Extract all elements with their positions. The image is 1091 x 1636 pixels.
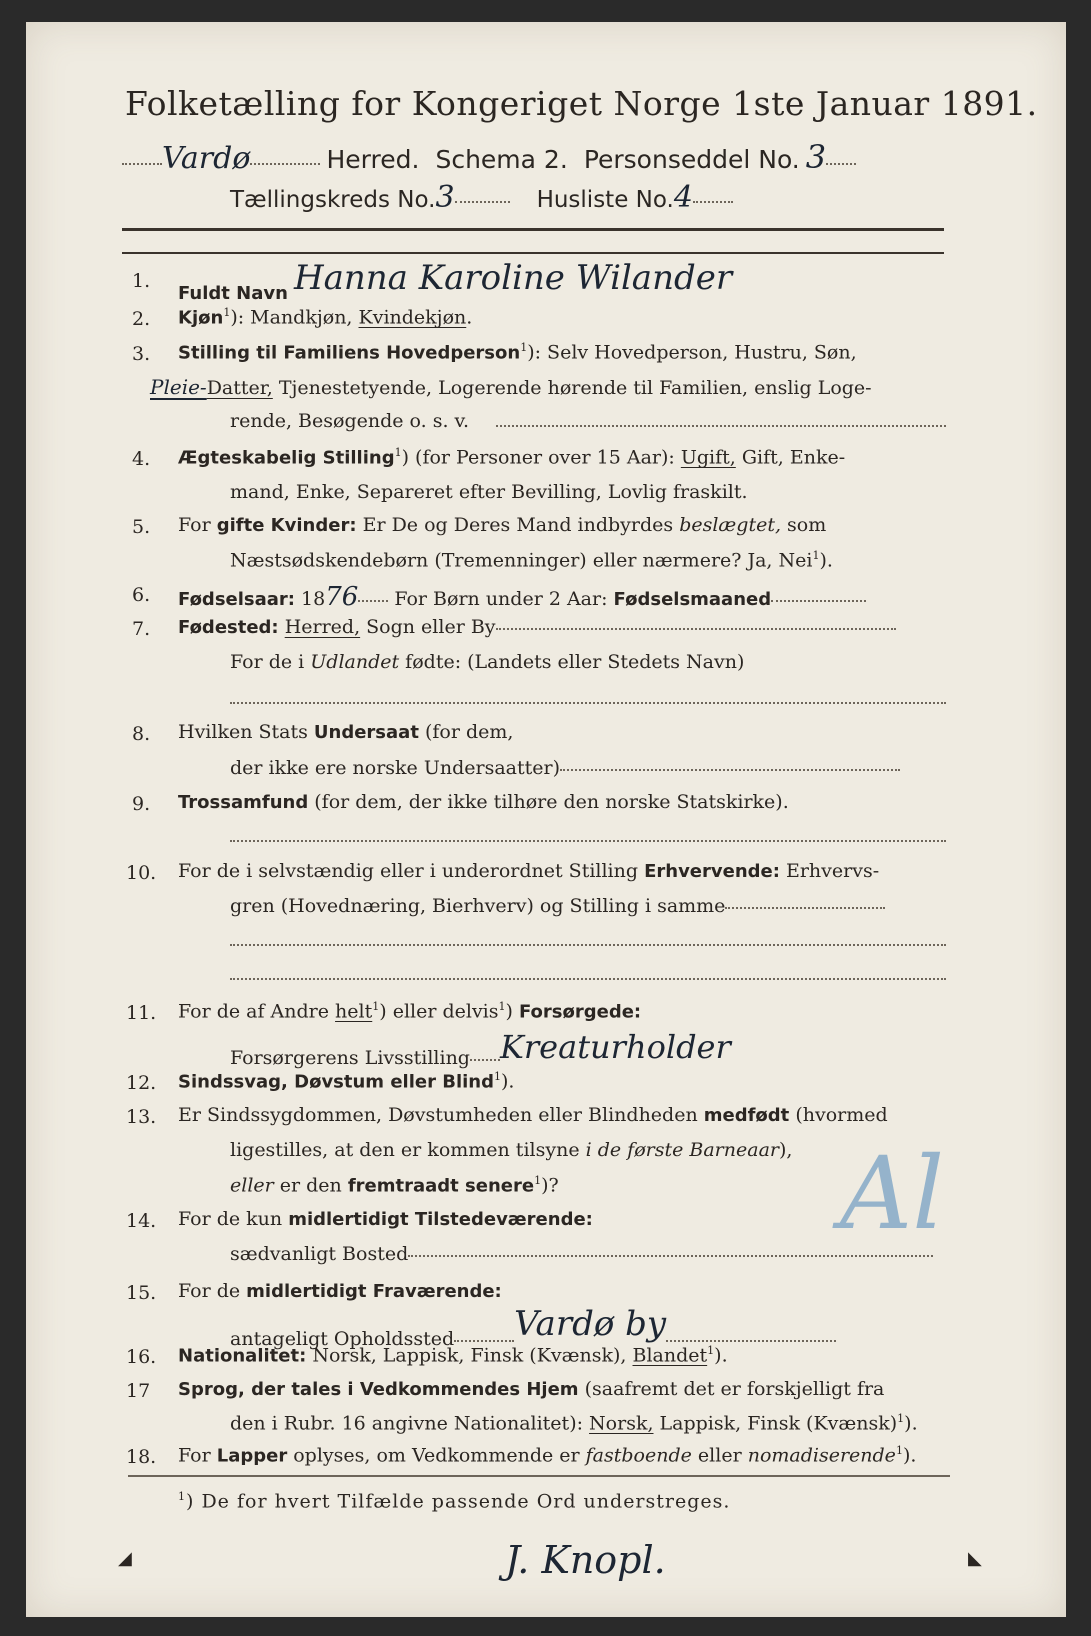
personseddel-value: 3 bbox=[805, 138, 827, 176]
footnote-mark: 1 bbox=[812, 549, 820, 562]
origin-text-a: Er Sindssygdommen, Døvstumheden eller Blindheden bbox=[178, 1104, 704, 1126]
origin-text-b: (hvormed bbox=[789, 1104, 888, 1126]
husliste-label: Husliste No. bbox=[536, 187, 674, 213]
family-position-line2 bbox=[150, 375, 872, 399]
field-marital-status bbox=[178, 446, 845, 468]
temp-present-text: For de kun bbox=[178, 1208, 289, 1230]
language-text: (saafremt det er forskjelligt fra bbox=[578, 1378, 885, 1400]
label-marital-status: Ægteskabelig Stilling bbox=[178, 447, 395, 469]
origin-italic: i de første Barneaar bbox=[585, 1139, 779, 1161]
field-number: 1. bbox=[132, 270, 151, 292]
married-text-b: Er De og Deres Mand indbyrdes bbox=[356, 514, 680, 536]
label-later: fremtraadt senere bbox=[347, 1175, 535, 1197]
occupation-text-a: For de i selvstændig eller i underordnet Stilling bbox=[178, 860, 645, 882]
field-birth-year bbox=[178, 582, 866, 612]
marital-options: ) (for Personer over 15 Aar): bbox=[401, 446, 681, 469]
temp-absent-text: For de bbox=[178, 1280, 247, 1302]
footnote-mark: 1 bbox=[223, 306, 231, 319]
label-married-women: gifte Kvinder: bbox=[216, 515, 357, 536]
field-dependents bbox=[178, 1000, 641, 1022]
sex-end: . bbox=[466, 306, 473, 329]
marital-selected: Ugift, bbox=[680, 446, 736, 469]
probable-residence-label: antageligt Opholdssted bbox=[230, 1328, 455, 1350]
marital-options-2: mand, Enke, Separeret efter Bevilling, Lovlig fraskilt. bbox=[230, 481, 748, 503]
field-number: 17 bbox=[126, 1380, 151, 1402]
personseddel-label: Personseddel No. bbox=[583, 145, 800, 174]
kreds-value: 3 bbox=[435, 180, 455, 215]
label-birth-year: Fødselsaar: bbox=[178, 589, 295, 610]
language-text-2a: den i Rubr. 16 angivne Nationalitet): bbox=[230, 1412, 590, 1435]
field-citizenship bbox=[178, 721, 513, 743]
field-number: 13. bbox=[126, 1106, 157, 1128]
field-number: 10. bbox=[126, 862, 157, 884]
herred-label: Herred. bbox=[326, 145, 420, 174]
label-occupation: Erhvervende: bbox=[644, 861, 780, 882]
footnote-mark: 1 bbox=[372, 1000, 380, 1013]
field-number: 7. bbox=[132, 618, 151, 640]
label-disability: Sindssvag, Døvstum eller Blind bbox=[178, 1071, 494, 1093]
field-family-position bbox=[178, 341, 857, 363]
field-number: 3. bbox=[132, 343, 151, 365]
field-number: 16. bbox=[126, 1346, 157, 1368]
footnote-mark: 1 bbox=[520, 341, 528, 354]
birth-year-value: 76 bbox=[325, 582, 359, 612]
corner-mark-icon: ◣ bbox=[968, 1548, 982, 1569]
field-temporary-present bbox=[178, 1208, 593, 1230]
field-number: 14. bbox=[126, 1210, 157, 1232]
language-options: Lappisk, Finsk (Kvænsk) bbox=[653, 1412, 898, 1435]
family-position-handwritten: Pleie- bbox=[150, 375, 207, 399]
field-full-name bbox=[178, 258, 733, 308]
dependents-text-b: ) eller delvis bbox=[379, 1000, 499, 1023]
lapps-text-b: oplyses, om Vedkommende er bbox=[287, 1444, 586, 1467]
birthplace-line2 bbox=[230, 651, 744, 673]
footnote-rule bbox=[128, 1475, 950, 1477]
language-selected: Norsk, bbox=[589, 1412, 654, 1435]
citizenship-line2 bbox=[230, 757, 900, 779]
field-number: 6. bbox=[132, 584, 151, 606]
dotted-line bbox=[496, 425, 946, 427]
provider-value: Kreaturholder bbox=[499, 1028, 731, 1066]
nationality-options: Norsk, Lappisk, Finsk (Kvænsk), bbox=[306, 1344, 633, 1367]
origin-text-3a: er den bbox=[273, 1174, 348, 1197]
full-name-value: Hanna Karoline Wilander bbox=[293, 258, 733, 298]
abroad-text-b: fødte: (Landets eller Stedets Navn) bbox=[399, 651, 745, 673]
lapps-italic-1: fastboende bbox=[585, 1444, 692, 1467]
nationality-selected: Blandet bbox=[632, 1344, 708, 1367]
field-language bbox=[178, 1378, 884, 1400]
birthplace-options: Sogn eller By bbox=[360, 616, 496, 638]
form-title: Folketælling for Kongeriget Norge 1ste Januar 1891. bbox=[125, 84, 1038, 123]
label-birth-month: Fødselsmaaned bbox=[613, 589, 772, 610]
field-nationality: Nationalitet: Norsk, Lappisk, Finsk (Kvænsk), Blandet$^1$). bbox=[178, 1344, 728, 1367]
family-position-options-3: rende, Besøgende o. s. v. bbox=[230, 410, 470, 432]
marital-line2 bbox=[230, 481, 748, 503]
citizenship-text-2: der ikke ere norske Undersaatter) bbox=[230, 757, 560, 779]
citizenship-text-a: Hvilken Stats bbox=[178, 721, 314, 743]
footnote bbox=[178, 1490, 730, 1512]
family-position-selected: Datter, bbox=[206, 377, 273, 399]
origin-line2: ligestilles, at den er kommen tilsyne i de første Barneaar), bbox=[230, 1139, 793, 1161]
label-nationality: Nationalitet: bbox=[178, 1345, 307, 1367]
origin-italic-2: eller bbox=[230, 1174, 274, 1197]
married-line2: Næstsødskendebørn (Tremenninger) eller nærmere? Ja, Nei$^1$). bbox=[230, 549, 833, 572]
herred-value: Vardø bbox=[162, 141, 251, 176]
field-religion bbox=[178, 791, 789, 813]
family-position-options: ): Selv Hovedperson, Hustru, Søn, bbox=[527, 341, 857, 364]
sex-selected: Kvindekjøn bbox=[358, 306, 467, 329]
husliste-value: 4 bbox=[673, 180, 693, 215]
field-number: 8. bbox=[132, 723, 151, 745]
field-disability-origin bbox=[178, 1104, 888, 1126]
herred-line bbox=[122, 138, 856, 176]
field-number: 5. bbox=[132, 516, 151, 538]
dotted-line bbox=[230, 978, 946, 980]
footnote-mark: 1 bbox=[178, 1490, 186, 1503]
religion-text: (for dem, der ikke tilhøre den norske Statskirke). bbox=[308, 791, 789, 813]
label-citizenship: Undersaat bbox=[313, 722, 419, 743]
label-lapps: Lapper bbox=[216, 1445, 288, 1467]
field-temporary-absent bbox=[178, 1280, 502, 1302]
label-congenital: medfødt bbox=[703, 1105, 790, 1126]
label-temporary-absent: midlertidigt Fraværende: bbox=[246, 1281, 502, 1302]
header-rule-thick bbox=[122, 228, 944, 231]
field-birthplace bbox=[178, 616, 896, 638]
kreds-line bbox=[230, 180, 733, 215]
dependents-text-a: For de af Andre bbox=[178, 1000, 336, 1023]
signature: J. Knopl. bbox=[505, 1538, 666, 1582]
field-disability: Sindssvag, Døvstum eller Blind$^1$). bbox=[178, 1070, 515, 1093]
label-dependents: Forsørgede: bbox=[518, 1001, 642, 1023]
kreds-label: Tællingskreds No. bbox=[230, 187, 436, 213]
label-sex: Kjøn bbox=[178, 307, 224, 329]
occupation-text-2: gren (Hovednæring, Bierhverv) og Stilling i samme bbox=[230, 895, 726, 917]
label-temporary-present: midlertidigt Tilstedeværende: bbox=[288, 1209, 593, 1230]
footnote-mark: 1 bbox=[897, 1412, 905, 1425]
footnote-mark: 1 bbox=[498, 1000, 506, 1013]
field-number: 2. bbox=[132, 308, 151, 330]
birth-month-text: For Børn under 2 Aar: bbox=[388, 588, 614, 610]
lapps-text-a: For bbox=[178, 1444, 217, 1467]
label-religion: Trossamfund bbox=[178, 792, 309, 813]
field-married-women bbox=[178, 514, 826, 536]
temp-present-line2 bbox=[230, 1243, 933, 1265]
dependents-line2 bbox=[230, 1028, 731, 1072]
field-number: 12. bbox=[126, 1072, 157, 1094]
birth-year-prefix: 18 bbox=[295, 588, 326, 610]
label-language: Sprog, der tales i Vedkommendes Hjem bbox=[178, 1379, 579, 1400]
origin-line3: eller er den fremtraadt senere$^1$)? bbox=[230, 1174, 559, 1197]
dependents-text-c: ) bbox=[505, 1000, 519, 1023]
footnote-mark: 1 bbox=[534, 1174, 542, 1187]
occupation-line2 bbox=[230, 895, 885, 917]
field-number: 4. bbox=[132, 448, 151, 470]
probable-residence-value: Vardø by bbox=[514, 1304, 667, 1344]
label-full-name: Fuldt Navn bbox=[178, 283, 288, 304]
schema-label: Schema 2. bbox=[435, 145, 568, 174]
origin-text-2a: ligestilles, at den er kommen tilsyne bbox=[230, 1139, 586, 1161]
dotted-line bbox=[230, 944, 946, 946]
language-line2: den i Rubr. 16 angivne Nationalitet): Norsk, Lappisk, Finsk (Kvænsk)$^1$). bbox=[230, 1412, 918, 1435]
field-number: 11. bbox=[126, 1002, 157, 1024]
occupation-text-b: Erhvervs- bbox=[779, 860, 880, 882]
field-number: 9. bbox=[132, 793, 151, 815]
field-sex bbox=[178, 306, 472, 328]
label-family-position: Stilling til Familiens Hovedperson bbox=[178, 342, 521, 364]
corner-mark-icon: ◢ bbox=[118, 1548, 132, 1569]
dotted-line bbox=[230, 840, 946, 842]
family-position-options-2: Tjenestetyende, Logerende hørende til Familien, enslig Loge- bbox=[272, 377, 872, 399]
married-italic: beslægtet, bbox=[679, 514, 782, 536]
abroad-italic: Udlandet bbox=[310, 651, 400, 673]
married-text-a: For bbox=[178, 514, 217, 536]
footnote-mark: 1 bbox=[895, 1444, 903, 1457]
family-position-line3 bbox=[230, 410, 469, 432]
field-occupation bbox=[178, 860, 879, 882]
field-number: 15. bbox=[126, 1282, 157, 1304]
lapps-italic-2: nomadiserende bbox=[747, 1444, 896, 1467]
citizenship-text-b: (for dem, bbox=[418, 721, 514, 743]
sex-options: ): Mandkjøn, bbox=[230, 306, 359, 329]
footnote-mark: 1 bbox=[493, 1070, 501, 1083]
usual-residence-label: sædvanligt Bosted bbox=[230, 1243, 409, 1265]
abroad-text-a: For de i bbox=[230, 651, 311, 673]
provider-label: Forsørgerens Livsstilling bbox=[230, 1047, 470, 1069]
birthplace-selected: Herred, bbox=[284, 616, 361, 638]
lapps-text-c: eller bbox=[691, 1444, 748, 1467]
dotted-line bbox=[230, 702, 946, 704]
married-text-2: Næstsødskendebørn (Tremenninger) eller nærmere? Ja, Nei bbox=[230, 549, 813, 572]
footnote-text: ) De for hvert Tilfælde passende Ord understreges. bbox=[186, 1490, 731, 1513]
field-lapps: For Lapper oplyses, om Vedkommende er fastboende eller nomadiserende$^1$). bbox=[178, 1444, 917, 1467]
married-text-c: som bbox=[781, 514, 827, 536]
field-number: 18. bbox=[126, 1446, 157, 1468]
footnote-mark: 1 bbox=[394, 446, 402, 459]
dependents-selected: helt bbox=[335, 1000, 373, 1023]
marital-options-b: Gift, Enke- bbox=[735, 446, 846, 469]
blue-pencil-mark: Al bbox=[840, 1135, 945, 1252]
label-birthplace: Fødested: bbox=[178, 617, 279, 638]
header-rule-thin bbox=[122, 252, 944, 254]
footnote-mark: 1 bbox=[707, 1344, 715, 1357]
